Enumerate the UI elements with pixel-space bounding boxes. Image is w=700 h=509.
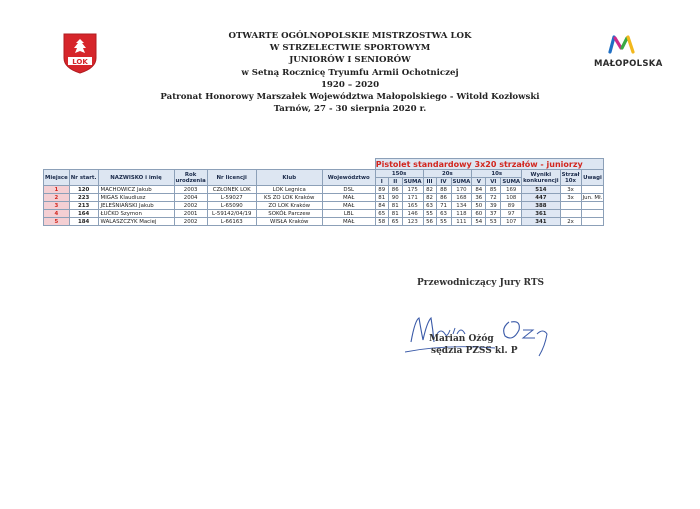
cell-score: 85 (486, 186, 501, 194)
cell-score: 60 (472, 210, 486, 218)
col-group-20s: 20s (423, 170, 472, 178)
cell-score: 97 (501, 210, 522, 218)
cell-score: 36 (472, 194, 486, 202)
cell-x10: 3x (560, 194, 581, 202)
table-title-row (44, 159, 604, 170)
header-line-7: Tarnów, 27 - 30 sierpnia 2020 r. (273, 104, 427, 115)
cell-club: WISŁA Kraków (256, 218, 322, 226)
cell-year: 2001 (174, 210, 207, 218)
cell-uwagi (581, 202, 604, 210)
col-wojewodztwo: Województwo (322, 170, 375, 186)
col-strzal (560, 170, 581, 186)
cell-score: 65 (388, 218, 402, 226)
cell-score: 65 (375, 210, 388, 218)
table-row (44, 202, 604, 210)
header-line-4: w Setną Rocznicę Tryumfu Armii Ochotniczej (241, 67, 459, 78)
cell-uwagi: Jun. Mł. (582, 194, 603, 201)
cell-year: 2003 (174, 186, 207, 194)
cell-score: 90 (388, 194, 402, 202)
cell-licence: L-65090 (207, 202, 256, 210)
cell-score: 107 (501, 218, 522, 226)
cell-score: 82 (423, 186, 436, 194)
cell-wojewodztwo: MAŁ (322, 218, 375, 226)
cell-place: 5 (44, 218, 70, 226)
cell-score: 89 (375, 186, 388, 194)
col-sub-6: SUMA (452, 178, 471, 185)
cell-score: 63 (436, 210, 451, 218)
cell-score: 55 (423, 210, 436, 218)
cell-score: 89 (501, 202, 522, 210)
col-sub-7: V (472, 178, 486, 186)
cell-score: 108 (501, 194, 522, 202)
cell-x10 (560, 202, 581, 210)
col-sub-4: III (423, 178, 436, 186)
cell-place: 2 (44, 194, 70, 202)
cell-score: 86 (436, 194, 451, 202)
col-miejsce: Miejsce (44, 170, 70, 186)
lok-logo (62, 32, 98, 74)
cell-total: 388 (522, 202, 560, 210)
cell-score: 72 (486, 194, 501, 202)
header-line-5: 1920 – 2020 (320, 79, 380, 90)
table-row (44, 194, 604, 202)
col-group-150s: 150s (375, 170, 423, 178)
col-sub-3: SUMA (403, 178, 422, 185)
col-sub-8: VI (486, 178, 501, 186)
jury-title: Przewodniczący Jury RTS (417, 278, 545, 288)
cell-score: 54 (472, 218, 486, 226)
cell-score: 84 (375, 202, 388, 210)
cell-score: 58 (375, 218, 388, 226)
cell-uwagi (581, 186, 604, 194)
cell-nr-start: 120 (69, 186, 98, 194)
header-line-1: OTWARTE OGÓLNOPOLSKIE MISTRZOSTWA LOK (228, 31, 472, 41)
malopolska-mark-icon (607, 34, 637, 54)
cell-score: 81 (388, 210, 402, 218)
table-row (44, 186, 604, 194)
col-klub: Klub (256, 170, 322, 186)
cell-total: 447 (522, 194, 560, 202)
cell-score: 55 (436, 218, 451, 226)
cell-score: 134 (451, 202, 472, 210)
cell-score: 71 (436, 202, 451, 210)
cell-nr-start: 184 (69, 218, 98, 226)
cell-score: 118 (451, 210, 472, 218)
cell-licence: L-59142/04/19 (207, 210, 256, 218)
cell-score: 165 (402, 202, 423, 210)
cell-nr-start: 164 (69, 210, 98, 218)
col-licencja: Nr licencji (207, 170, 256, 186)
cell-score: 82 (423, 194, 436, 202)
cell-club: ZO LOK Kraków (256, 202, 322, 210)
cell-score: 168 (451, 194, 472, 202)
col-wyniki-label: Wyniki konkurencji (523, 171, 559, 184)
cell-score: 86 (388, 186, 402, 194)
cell-score: 111 (451, 218, 472, 226)
cell-score: 81 (375, 194, 388, 202)
col-sub-9: SUMA (502, 178, 521, 185)
cell-wojewodztwo: DSL (322, 186, 375, 194)
cell-total: 341 (522, 218, 560, 226)
cell-name: MIGAS Klaudiusz (98, 194, 174, 202)
cell-place: 1 (44, 186, 70, 194)
cell-licence: L-59027 (207, 194, 256, 202)
header-row-1 (44, 170, 604, 178)
col-uwagi: Uwagi (581, 170, 604, 186)
col-rok (174, 170, 207, 186)
table-row (44, 210, 604, 218)
cell-wojewodztwo: MAŁ (322, 194, 375, 202)
cell-uwagi (581, 218, 604, 226)
cell-score: 146 (402, 210, 423, 218)
cell-score: 39 (486, 202, 501, 210)
cell-place: 3 (44, 202, 70, 210)
cell-club: SOKÓŁ Parczew (256, 210, 322, 218)
col-sub-1: I (375, 178, 388, 186)
cell-total: 361 (522, 210, 560, 218)
cell-name: MACHOWICZ Jakub (98, 186, 174, 194)
cell-wojewodztwo: MAŁ (322, 202, 375, 210)
cell-score: 171 (402, 194, 423, 202)
cell-score: 170 (451, 186, 472, 194)
cell-club: LOK Legnica (256, 186, 322, 194)
cell-score: 88 (436, 186, 451, 194)
header-line-6: Patronat Honorowy Marszałek Województwa Małopolskiego - Witold Kozłowski (160, 92, 540, 103)
cell-licence: L-66163 (207, 218, 256, 226)
malopolska-logo (594, 34, 663, 69)
malopolska-logo-text: MAŁOPOLSKA (594, 59, 663, 69)
cell-club: KS ZO LOK Kraków (256, 194, 322, 202)
cell-score: 56 (423, 218, 436, 226)
col-group-10s: 10s (472, 170, 522, 178)
cell-year: 2002 (174, 202, 207, 210)
results-table (43, 158, 604, 226)
table-row (44, 218, 604, 226)
col-wyniki (522, 170, 560, 186)
competition-title: Pistolet standardowy 3x20 strzałów - juniorzy (375, 159, 604, 170)
cell-score: 63 (423, 202, 436, 210)
cell-year: 2002 (174, 218, 207, 226)
cell-nr-start: 213 (69, 202, 98, 210)
judge-role: sędzia PZSS kl. P (431, 346, 518, 356)
lok-logo-text: LOK (72, 58, 88, 66)
col-nr-start: Nr start. (69, 170, 98, 186)
header-line-3: JUNIORÓW I SENIORÓW (289, 55, 411, 66)
cell-score: 50 (472, 202, 486, 210)
cell-score: 169 (501, 186, 522, 194)
cell-score: 53 (486, 218, 501, 226)
cell-score: 123 (402, 218, 423, 226)
cell-place: 4 (44, 210, 70, 218)
col-rok-label: Rok urodzenia (175, 171, 206, 184)
judge-name: Marian Ożóg (429, 334, 494, 344)
cell-uwagi (581, 210, 604, 218)
cell-year: 2004 (174, 194, 207, 202)
col-nazwisko: NAZWISKO i imię (98, 170, 174, 186)
cell-score: 175 (402, 186, 423, 194)
header-line-2: W STRZELECTWIE SPORTOWYM (269, 43, 431, 54)
cell-name: JELEŚNIAŃSKI Jakub (98, 202, 174, 210)
cell-wojewodztwo: LBL (322, 210, 375, 218)
cell-x10: 3x (560, 186, 581, 194)
cell-name: ŁUĆKO Szymon (98, 210, 174, 218)
col-sub-2: II (388, 178, 402, 186)
cell-licence: CZŁONEK LOK (207, 186, 256, 194)
col-sub-5: IV (436, 178, 451, 186)
cell-x10 (560, 210, 581, 218)
cell-total: 514 (522, 186, 560, 194)
cell-score: 81 (388, 202, 402, 210)
cell-score: 37 (486, 210, 501, 218)
cell-nr-start: 223 (69, 194, 98, 202)
col-strzal-label: Strzał 10x (561, 171, 580, 184)
result-rows (44, 186, 604, 226)
document-header (150, 30, 550, 115)
cell-x10: 2x (560, 218, 581, 226)
cell-score: 84 (472, 186, 486, 194)
cell-name: WALASZCZYK Maciej (98, 218, 174, 226)
